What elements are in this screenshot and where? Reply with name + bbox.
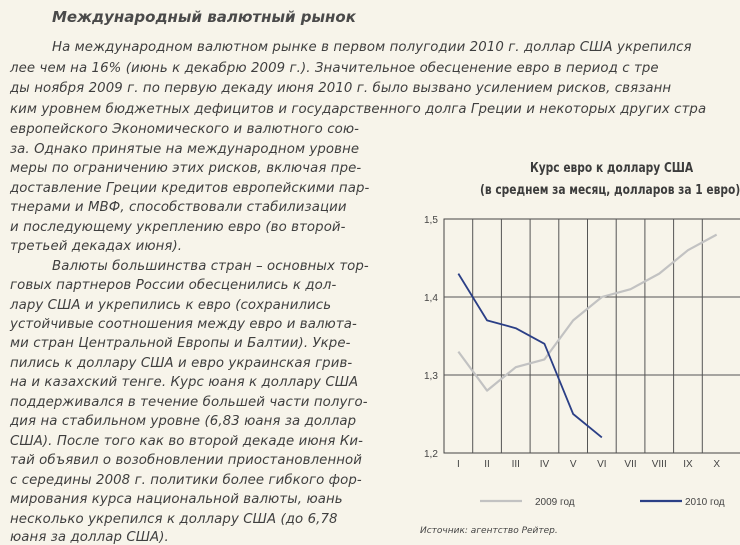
x-tick-label: V [569, 459, 577, 470]
x-tick-label: VI [597, 459, 607, 470]
text-line: с середины 2008 г. политики более гибкого фор- [10, 473, 362, 488]
exchange-rate-chart [410, 205, 740, 525]
y-tick-label: 1,3 [424, 371, 438, 382]
x-tick-label: I [456, 459, 460, 470]
text-line: ми стран Центральной Европы и Балтии). Укре- [10, 336, 351, 351]
legend-label: 2010 год [685, 497, 725, 508]
text-line: несколько укрепился к доллару США (до 6,78 [10, 512, 338, 527]
x-tick-label: VIII [651, 459, 667, 470]
text-line: США). После того как во второй декаде июня Ки- [10, 434, 364, 449]
x-tick-label: II [484, 459, 490, 470]
legend [480, 497, 725, 508]
text-line: поддерживался в течение большей части полуго- [10, 395, 368, 410]
text-line: ды ноября 2009 г. по первую декаду июня 2010 г. было вызвано усилением рисков, связанн [10, 81, 672, 96]
source-note: Источник: агентство Рейтер. [420, 526, 558, 536]
x-tick-label: IX [683, 459, 693, 470]
y-tick-label: 1,2 [424, 449, 438, 460]
text-line: На международном валютном рынке в первом полугодии 2010 г. доллар США укрепился [52, 40, 692, 55]
text-line: и последующему укреплению евро (во второй- [10, 220, 346, 235]
section-heading: Международный валютный рынок [52, 8, 356, 26]
x-tick-label: VII [624, 459, 637, 470]
text-line: лару США и укрепились к евро (сохранились [10, 298, 332, 313]
text-line: европейского Экономического и валютного сою- [10, 122, 360, 137]
x-axis-ticks [457, 459, 720, 470]
text-line: говых партнеров России обесценились к дол- [10, 278, 337, 293]
y-tick-label: 1,4 [424, 293, 438, 304]
text-line: устойчивые соотношения между евро и валюта- [10, 317, 357, 332]
text-line: тнерами и МВФ, способствовали стабилизации [10, 200, 347, 215]
text-line: мирования курса национальной валюты, юань [10, 492, 343, 507]
x-tick-label: IV [539, 459, 550, 470]
x-tick-label: III [511, 459, 520, 470]
text-line: на и казахский тенге. Курс юаня к доллару США [10, 375, 359, 390]
text-line: меры по ограничению этих рисков, включая пре- [10, 161, 362, 176]
x-tick-label: X [713, 459, 720, 470]
text-line: за. Однако принятые на международном уровне [10, 142, 360, 157]
gridlines [444, 219, 740, 453]
plot-frame [444, 219, 740, 453]
text-line: тай объявил о возобновлении приостановленной [10, 453, 363, 468]
y-axis-ticks [424, 215, 438, 460]
text-line: лее чем на 16% (июнь к декабрю 2009 г.). Значительное обесценение евро в период с тре [10, 61, 659, 76]
text-line: юаня за доллар США). [10, 530, 169, 545]
text-line: ким уровнем бюджетных дефицитов и государственного долга Греции и некоторых других стра [10, 102, 707, 117]
chart-title: Курс евро к доллару США [530, 161, 694, 176]
text-line: доставление Греции кредитов европейскими пар- [10, 181, 370, 196]
text-line: пились к доллару США и евро украинская грив- [10, 356, 353, 371]
text-line: третьей декадах июня). [10, 239, 183, 254]
legend-label: 2009 год [535, 497, 575, 508]
chart-subtitle: (в среднем за месяц, долларов за 1 евро) [480, 183, 740, 198]
text-line: Валюты большинства стран – основных тор- [52, 259, 369, 274]
text-line: дия на стабильном уровне (6,83 юаня за доллар [10, 414, 357, 429]
y-tick-label: 1,5 [424, 215, 438, 226]
